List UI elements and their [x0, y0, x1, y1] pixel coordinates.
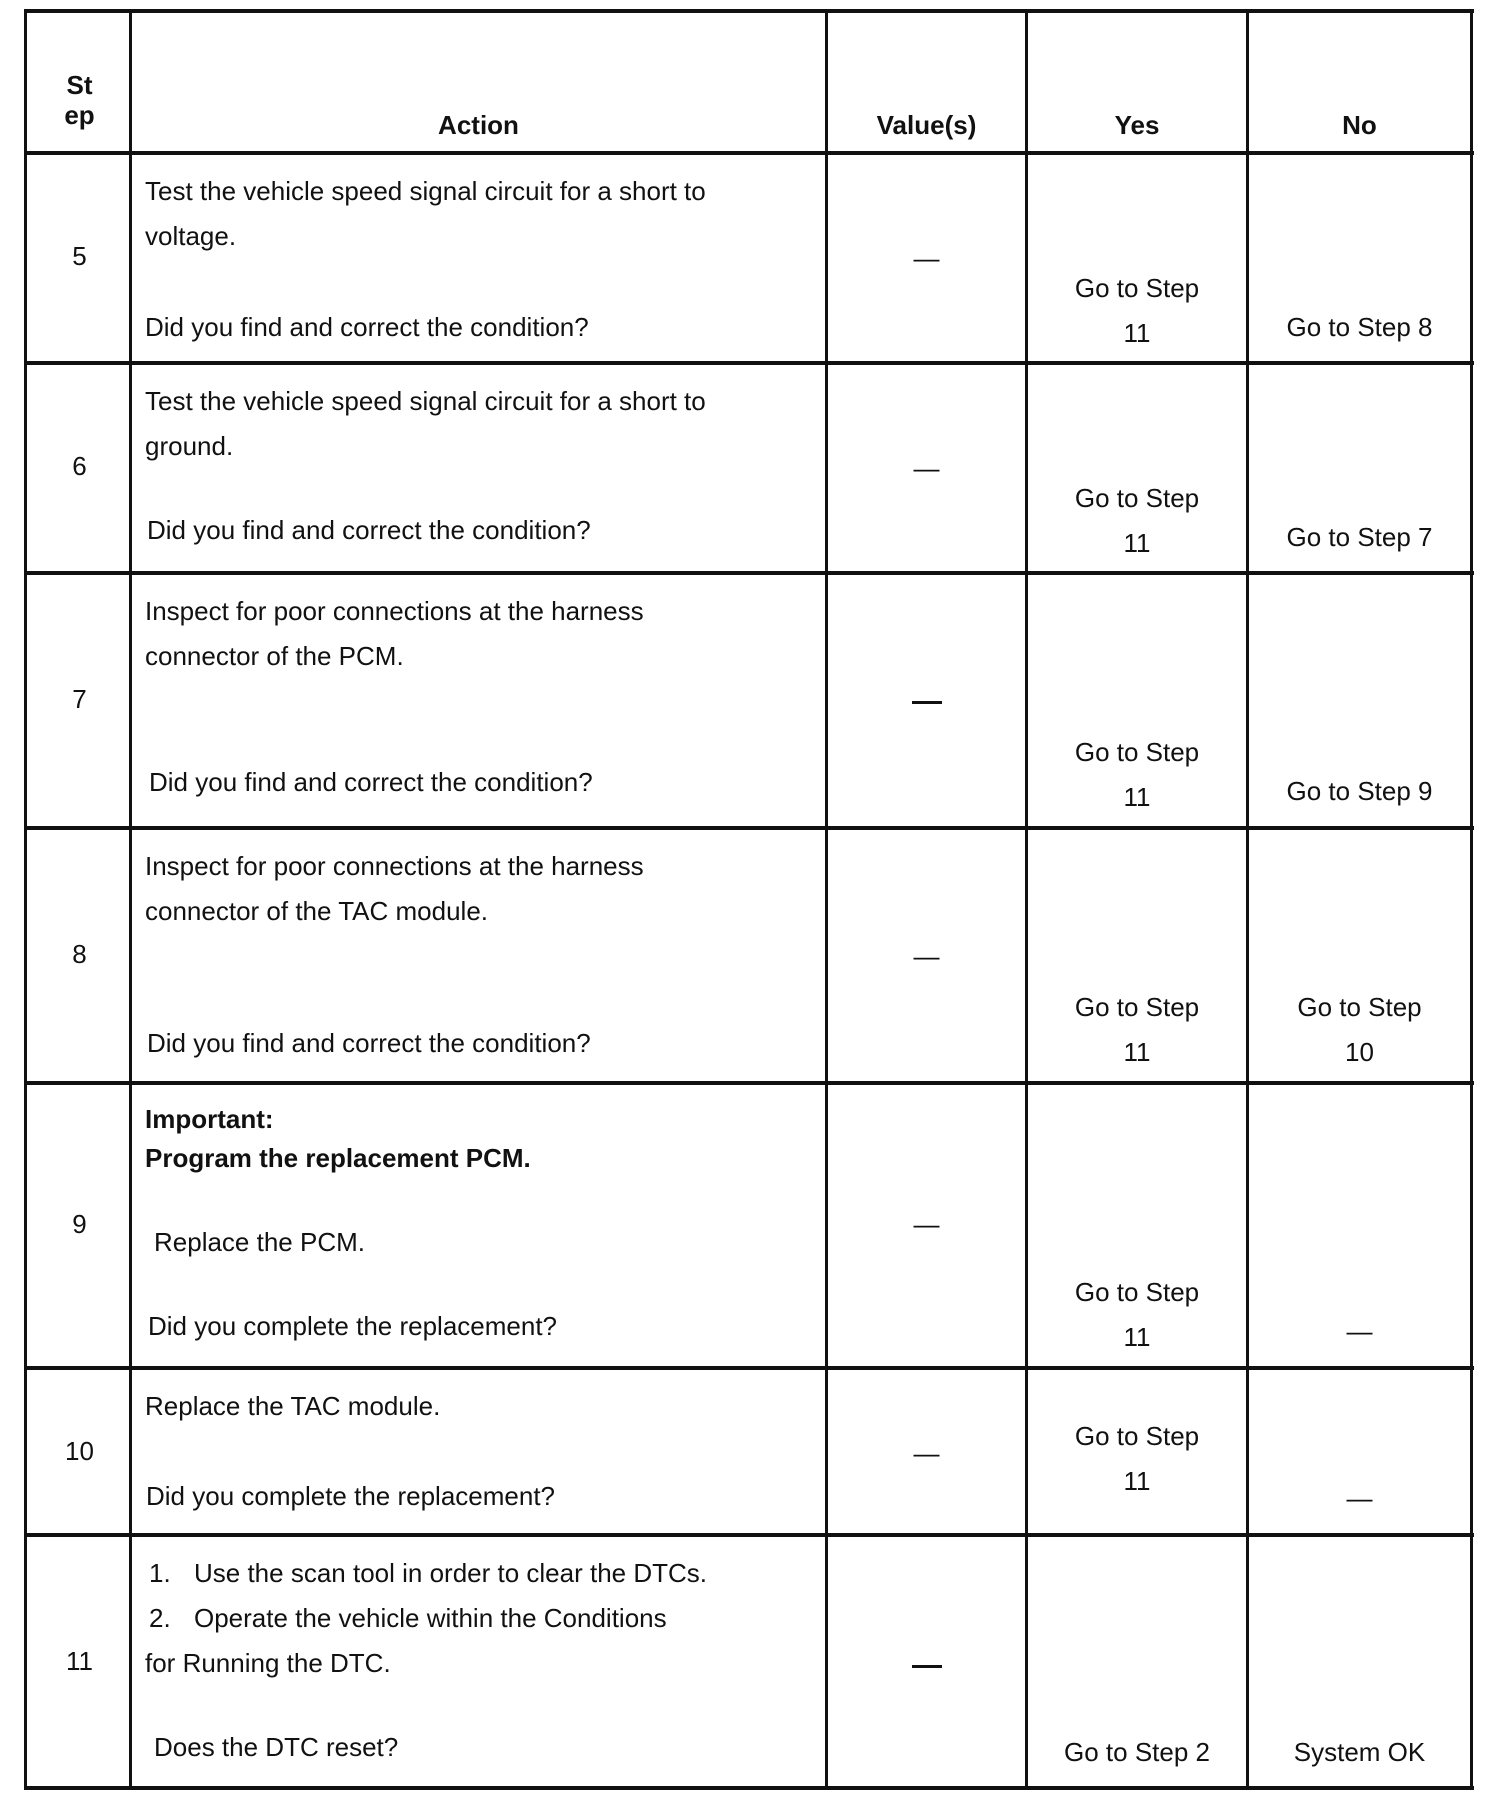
action-text: Replace the PCM. [154, 1227, 365, 1257]
row-divider [24, 361, 1474, 365]
action-text: Inspect for poor connections at the harness [145, 596, 644, 626]
yes-cell: Go to Step 11 [1074, 992, 1200, 1067]
table-border-bottom [24, 1786, 1474, 1790]
value-cell: — [913, 453, 940, 483]
step-number: 5 [72, 241, 87, 271]
action-text: voltage. [145, 221, 237, 251]
header-step: St ep [64, 70, 95, 130]
value-dash [912, 701, 942, 704]
column-divider [825, 10, 828, 1790]
yes-cell: Go to Step 11 [1074, 1421, 1200, 1496]
no-cell: — [1346, 1316, 1373, 1346]
action-question: Did you complete the replacement? [148, 1311, 558, 1341]
row-divider [24, 1081, 1474, 1085]
important-label: Important: [145, 1104, 274, 1134]
table-border-top [24, 9, 1474, 13]
action-question: Did you find and correct the condition? [149, 767, 593, 797]
row-divider [24, 1533, 1474, 1537]
step-number: 6 [72, 451, 87, 481]
value-cell: — [913, 1209, 940, 1239]
header-values: Value(s) [876, 110, 977, 140]
action-text: ground. [145, 431, 234, 461]
table-border-left [24, 10, 27, 1790]
action-question: Did you find and correct the condition? [147, 515, 591, 545]
action-question: Did you find and correct the condition? [145, 312, 589, 342]
value-dash [912, 1665, 942, 1668]
yes-cell: Go to Step 11 [1074, 1277, 1200, 1352]
row-divider [24, 571, 1474, 575]
yes-cell: Go to Step 11 [1074, 273, 1200, 348]
header-no: No [1342, 110, 1377, 140]
action-text: Test the vehicle speed signal circuit for a short to [145, 386, 706, 416]
no-cell: Go to Step 10 [1297, 992, 1422, 1067]
action-text: Replace the TAC module. [145, 1391, 441, 1421]
row-divider [24, 151, 1474, 155]
step-number: 8 [72, 939, 87, 969]
action-question: Did you complete the replacement? [146, 1481, 556, 1511]
action-text: connector of the PCM. [145, 641, 404, 671]
step-number: 7 [72, 684, 87, 714]
yes-cell: Go to Step 11 [1074, 483, 1200, 558]
step-number: 11 [66, 1646, 93, 1676]
list-item-text: Use the scan tool in order to clear the DTCs. [194, 1558, 708, 1588]
list-item-text: for Running the DTC. [145, 1648, 391, 1678]
no-cell: Go to Step 8 [1286, 312, 1433, 342]
list-item-text: Operate the vehicle within the Conditions [194, 1603, 667, 1633]
no-cell: Go to Step 7 [1286, 522, 1433, 552]
important-text: Program the replacement PCM. [145, 1143, 531, 1173]
header-action: Action [438, 110, 519, 140]
column-divider [129, 10, 132, 1790]
yes-cell: Go to Step 11 [1074, 737, 1200, 812]
value-cell: — [913, 1438, 940, 1468]
no-cell: — [1346, 1483, 1373, 1513]
action-question: Did you find and correct the condition? [147, 1028, 591, 1058]
list-item-number: 1. [149, 1558, 171, 1588]
value-cell: — [913, 941, 940, 971]
step-number: 10 [65, 1436, 94, 1466]
table-border-right [1470, 10, 1473, 1790]
action-text: Test the vehicle speed signal circuit for a short to [145, 176, 706, 206]
yes-cell: Go to Step 2 [1064, 1737, 1210, 1767]
row-divider [24, 826, 1474, 830]
step-number: 9 [72, 1209, 87, 1239]
no-cell: System OK [1293, 1737, 1426, 1767]
row-divider [24, 1366, 1474, 1370]
action-text: Inspect for poor connections at the harness [145, 851, 644, 881]
list-item-number: 2. [149, 1603, 171, 1633]
no-cell: Go to Step 9 [1286, 776, 1433, 806]
action-text: connector of the TAC module. [145, 896, 489, 926]
action-question: Does the DTC reset? [154, 1732, 399, 1762]
header-yes: Yes [1114, 110, 1160, 140]
value-cell: — [913, 243, 940, 273]
column-divider [1246, 10, 1249, 1790]
